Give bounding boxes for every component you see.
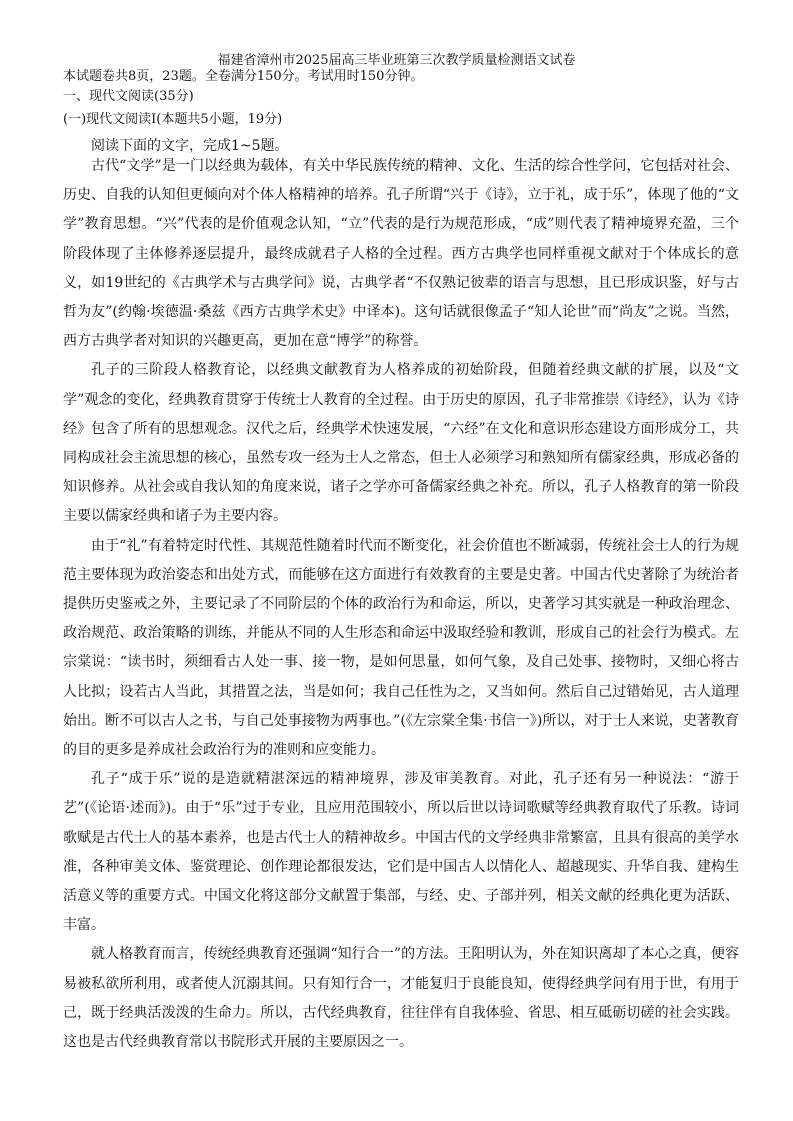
passage-paragraph: 孔子的三阶段人格教育论，以经典文献教育为人格养成的初始阶段，但随着经典文献的扩展，以及“文学”观念的变化，经典教育贯穿于传统士人教育的全过程。由于历史的原因，孔子非常推崇《诗经》，认为《诗经》包含了所有的思想观念。汉代之后，经典学术快速发展，“六经”在文化和意识形态建设方面形成分工，共同构成社会主流思想的核心，虽然专攻一经为士人之常态，但士人必须学习和熟知所有儒家经典，形成必备的知识修养。从社会或自我认知的角度来说，诸子之学亦可备儒家经典之补充。所以，孔子人格教育的第一阶段主要以儒家经典和诸子为主要内容。 (63, 362, 739, 525)
exam-info-line: 本试题卷共8页，23题。全卷满分150分。考试用时150分钟。 (63, 69, 424, 84)
passage-paragraph: 就人格教育而言，传统经典教育还强调“知行合一”的方法。王阳明认为，外在知识离却了本心之真，便容易被私欲所利用，或者使人沉溺其间。只有知行合一，才能复归于良能良知，使得经典学问有用于世，有用于己，既于经典活泼泼的生命力。所以，古代经典教育，往往伴有自我体验、省思、相互砥砺切磋的社会实践。这也是古代经典教育常以书院形式开展的主要原因之一。 (63, 946, 739, 1051)
reading-instruction: 阅读下面的文字，完成1~5题。 (91, 138, 289, 154)
passage (63, 152, 739, 1057)
exam-title: 福建省漳州市2025届高三毕业班第三次教学质量检测语文试卷 (217, 53, 576, 68)
subsection-heading: (一)现代文阅读Ⅰ(本题共5小题，19分) (63, 112, 283, 127)
passage-paragraph: 古代“文学”是一门以经典为载体，有关中华民族传统的精神、文化、生活的综合性学问，它包括对社会、历史、自我的认知但更倾向对个体人格精神的培养。孔子所谓“兴于《诗》，立于礼，成于乐”，体现了他的“文学”教育思想。“兴”代表的是价值观念认知，“立”代表的是行为规范形成，“成”则代表了精神境界充盈，三个阶段体现了主体修养逐层提升，最终成就君子人格的全过程。西方古典学也同样重视文献对于个体成长的意义，如19世纪的《古典学术与古典学问》说，古典学者“不仅熟记彼辈的语言与思想，且已形成识鉴，好与古哲为友”(约翰·埃德温·桑兹《西方古典学术史》中译本)。这句话就很像孟子“知人论世”而“尚友”之说。当然，西方古典学者对知识的兴趣更高，更加在意“博学”的称誉。 (63, 158, 739, 350)
passage-paragraph: 孔子“成于乐”说的是造就精湛深远的精神境界，涉及审美教育。对此，孔子还有另一种说法：“游于艺”(《论语·述而》)。由于“乐”过于专业，且应用范围较小，所以后世以诗词歌赋等经典教育取代了乐教。诗词歌赋是古代士人的基本素养，也是古代士人的精神故乡。中国古代的文学经典非常繁富，且具有很高的美学水准，各种审美文体、鉴赏理论、创作理论都很发达，它们是中国古人以情化人、超越现实、升华自我、建构生活意义等的重要方式。中国文化将这部分文献置于集部，与经、史、子部并列，相关文献的经典化更为活跃、丰富。 (63, 771, 739, 934)
section-heading: 一、现代文阅读(35分) (63, 89, 194, 104)
passage-paragraph: 由于“礼”有着特定时代性、其规范性随着时代而不断变化，社会价值也不断减弱，传统社会士人的行为规范主要体现为政治姿态和出处方式，而能够在这方面进行有效教育的主要是史著。中国古代史著除了为统治者提供历史鉴戒之外，主要记录了不同阶层的个体的政治行为和命运，所以，史著学习其实就是一种政治理念、政治规范、政治策略的训练，并能从不同的人生形态和命运中汲取经验和教训，形成自己的社会行为模式。左宗棠说：“读书时，须细看古人处一事、接一物，是如何思量，如何气象，及自己处事、接物时，又细心将古人比拟；设若古人当此，其措置之法，当是如何；我自己任性为之，又当如何。然后自己过错始见，古人道理始出。断不可以古人之书，与自己处事接物为两事也。”(《左宗棠全集·书信一》)所以，对于士人来说，史著教育的目的更多是养成社会政治行为的准则和应变能力。 (63, 537, 739, 759)
